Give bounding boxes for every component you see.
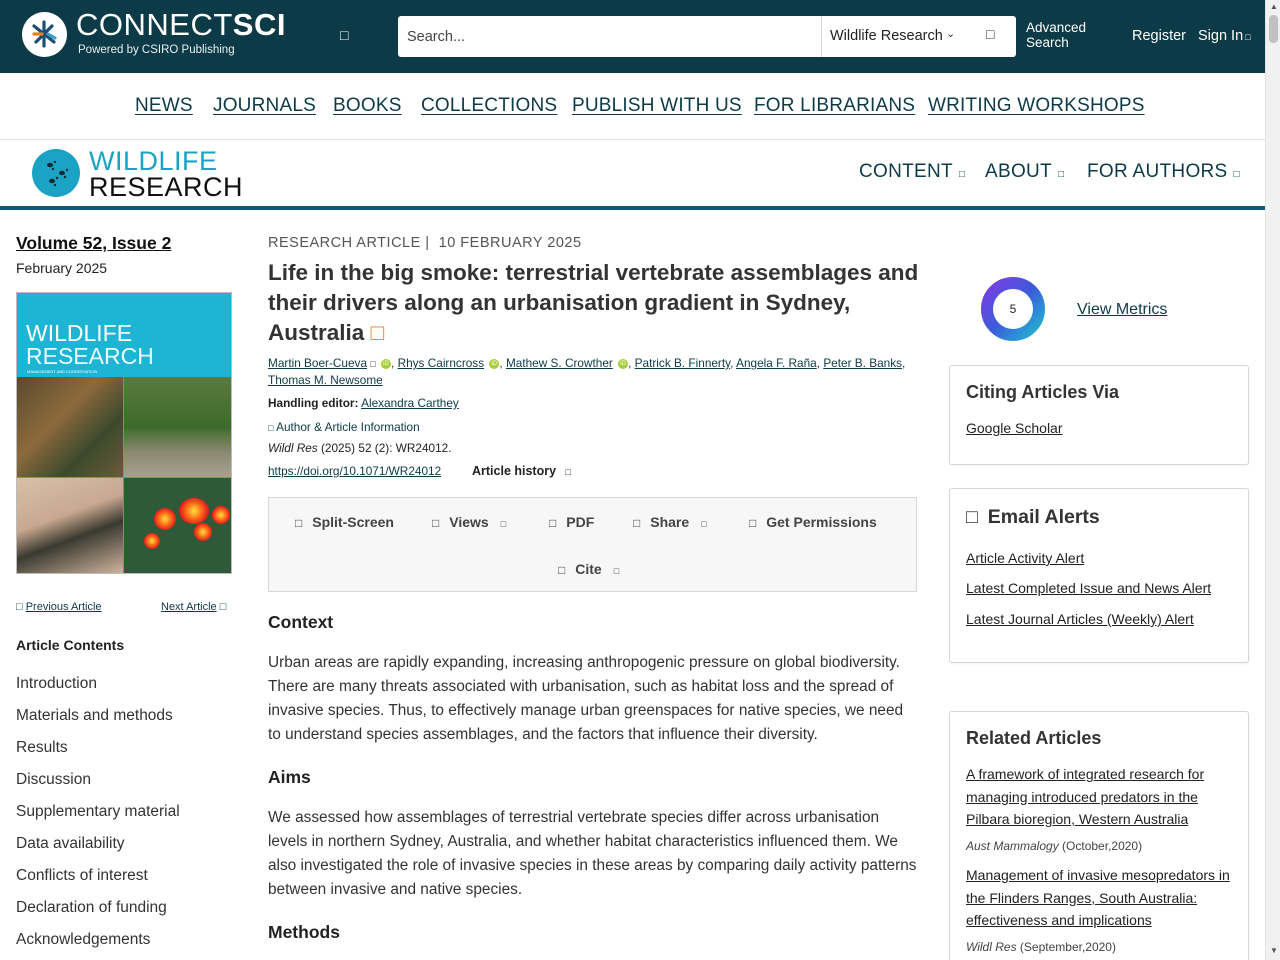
chevron-down-icon: □ [565,467,571,477]
author-link[interactable]: Rhys Cairncross [397,356,485,370]
altmetric-score: 5 [1009,302,1017,316]
toc-supplementary-material[interactable]: Supplementary material [16,803,180,820]
journal-title-line2[interactable]: RESEARCH [89,172,244,202]
pdf-button[interactable] [549,514,594,530]
cover-title-line1: WILDLIFE [26,320,133,346]
abstract-aims-text: We assessed how assemblages of terrestrial vertebrate species differ across urbanisation levels in northern Sydney, Australia, and whether habitat characteristics influenced them. We also investigated the role of invasive species in these areas by comparing daily activity patterns between invasive and native species. [268,809,917,898]
chevron-down-icon[interactable]: ⌄ [946,28,956,40]
related-articles-heading: Related Articles [966,728,1102,748]
next-article-link[interactable] [161,601,226,613]
author-info-label: Author & Article Information [276,420,420,434]
article-toolbar [268,497,917,592]
scroll-down-arrow-icon[interactable]: ▼ [1270,946,1278,955]
views-icon: □ [432,516,440,530]
bell-icon: □ [966,506,978,528]
permissions-icon: □ [749,516,757,530]
toc-introduction[interactable]: Introduction [16,675,97,692]
author-list: Martin Boer-Cueva □ iD , Rhys Cairncross iD , Mathew S. Crowther iD , Patrick B. Finnerty, Angela F. Raña, Peter B. Banks, Thomas M. Newsome [268,356,906,387]
separator: | [420,235,439,251]
orcid-icon[interactable]: iD [381,359,391,369]
related-article-date: (September,2020) [1019,940,1116,954]
toc-conflicts-of-interest[interactable]: Conflicts of interest [16,867,148,884]
search-bar [398,16,1016,57]
article-activity-alert-link[interactable]: Article Activity Alert [966,550,1085,566]
article-date: 10 FEBRUARY 2025 [438,235,582,251]
author-link[interactable]: Martin Boer-Cueva [268,356,368,370]
page-scrollbar[interactable] [1265,0,1280,960]
toc-acknowledgements[interactable]: Acknowledgements [16,931,151,948]
journal-abbreviation: Wildl Res [268,441,318,455]
paw-prints-logo-icon[interactable] [32,149,80,197]
related-article-journal: Wildl Res [966,940,1017,954]
cover-subtitle: MANAGEMENT AND CONSERVATION [27,369,98,374]
latest-issue-alert-link[interactable]: Latest Completed Issue and News Alert [966,580,1212,596]
chevron-down-icon: □ [1233,169,1240,180]
chevron-down-icon: □ [613,566,620,576]
toc-data-availability[interactable]: Data availability [16,835,125,852]
scroll-thumb[interactable] [1269,15,1278,43]
related-article-journal: Aust Mammalogy [966,839,1059,853]
journal-nav-for-authors-label: FOR AUTHORS [1087,161,1228,182]
citing-articles-box [949,365,1249,465]
cite-button[interactable] [558,561,619,577]
doi-link[interactable]: https://doi.org/10.1071/WR24012 [268,464,442,478]
scroll-up-arrow-icon[interactable]: ▲ [1270,2,1278,11]
article-title-text: Life in the big smoke: terrestrial vertebrate assemblages and their drivers along an urbanisation gradient in Sydney, Australia [268,260,919,345]
article-citation [268,441,452,455]
orcid-icon[interactable]: iD [618,359,628,369]
previous-article-label: Previous Article [25,601,102,613]
connectsci-logo-icon[interactable] [22,12,67,57]
chevron-down-icon: □ [1057,169,1065,180]
related-article-meta [966,940,1116,954]
cover-photo-turtle [17,478,123,574]
next-article-label: Next Article [161,601,217,613]
related-article-meta [966,839,1142,853]
journal-nav-content-label: CONTENT [859,161,953,182]
search-scope-select[interactable]: Wildlife Research [830,28,943,44]
split-screen-label: Split-Screen [312,514,394,530]
related-article-date: (October,2020) [1062,839,1143,853]
journal-header [0,141,1265,210]
article-type-and-date [268,235,582,251]
cite-icon: □ [558,563,566,577]
search-input[interactable] [398,16,821,57]
author-link[interactable]: Peter B. Banks [823,356,902,370]
abstract-methods-heading: Methods [268,922,340,942]
related-article-link[interactable]: Management of invasive mesopredators in the Flinders Ranges, South Australia: effectiveness and implications [966,867,1230,928]
abstract-context-text: Urban areas are rapidly expanding, increasing anthropogenic pressure on global biodiversity. There are many threats associated with urbanisation, such as habitat loss and the spread of invasive species. Thus, to effectively manage urban greenspaces for native species, we need to understand species assemblages, and the factors that influence their diversity. [268,654,904,743]
handling-editor-label: Handling editor: [268,396,359,410]
article-type: RESEARCH ARTICLE [268,235,421,251]
split-screen-icon: □ [295,516,303,530]
email-icon[interactable]: □ [370,359,376,369]
pdf-label: PDF [566,514,595,530]
latest-articles-alert-link[interactable]: Latest Journal Articles (Weekly) Alert [966,611,1194,627]
author-info-toggle[interactable] [268,420,420,434]
cite-label: Cite [575,561,602,577]
article-history-label: Article history [472,464,557,478]
article-history-toggle[interactable] [472,464,571,478]
cover-photo-animals [17,377,123,477]
journal-nav-about[interactable] [985,161,1064,183]
article-contents-heading: Article Contents [16,637,125,653]
get-permissions-button[interactable] [749,514,877,530]
toc-materials-and-methods[interactable]: Materials and methods [16,707,173,724]
toc-results[interactable]: Results [16,739,68,756]
search-icon[interactable]: □ [986,26,995,42]
email-alerts-heading-text: Email Alerts [987,506,1100,528]
issue-date: February 2025 [16,260,108,276]
menu-icon[interactable]: □ [340,27,349,43]
chevron-down-icon: □ [500,519,507,529]
author-link[interactable]: Patrick B. Finnerty [634,356,731,370]
connectsci-logo-text[interactable]: CONNECTSCI [76,7,286,42]
author-link[interactable]: Angela F. Raña [736,356,817,370]
sign-in-link[interactable] [1198,28,1251,44]
nav-news[interactable]: NEWS [135,95,193,116]
abstract-aims-heading: Aims [268,767,311,787]
citing-articles-heading: Citing Articles Via [966,382,1120,402]
related-articles-box [949,711,1249,960]
share-button[interactable] [633,514,707,530]
email-alerts-box [949,488,1249,663]
citation-details: (2025) 52 (2): WR24012. [321,441,452,455]
chevron-left-icon: □ [16,601,23,613]
journal-nav-content[interactable] [859,161,965,183]
email-alerts-heading [966,506,1100,529]
open-access-icon: □ [370,320,385,345]
toc-declaration-of-funding[interactable]: Declaration of funding [16,899,167,916]
handling-editor [268,396,459,410]
get-permissions-label: Get Permissions [766,514,877,530]
search-divider [821,16,822,57]
journal-nav-about-label: ABOUT [985,161,1052,182]
split-screen-button[interactable] [295,514,394,530]
article-title [268,258,923,348]
share-label: Share [650,514,690,530]
issue-volume-link[interactable]: Volume 52, Issue 2 [16,233,172,253]
user-icon: □ [1245,32,1251,42]
advanced-search-link[interactable]: Advanced Search [1026,20,1087,50]
top-header [0,0,1265,73]
cover-photo-heatmap [124,478,232,574]
primary-nav [0,73,1265,140]
author-link[interactable]: Mathew S. Crowther [505,356,613,370]
previous-article-link[interactable] [16,601,102,613]
nav-publish-with-us[interactable]: PUBLISH WITH US [572,95,742,116]
orcid-icon[interactable]: iD [489,359,499,369]
google-scholar-link[interactable]: Google Scholar [966,420,1063,436]
chevron-down-icon: □ [958,169,966,180]
related-article-link[interactable]: A framework of integrated research for managing introduced predators in the Pilbara bioregion, Western Australia [966,766,1205,827]
view-metrics-link[interactable]: View Metrics [1077,301,1168,318]
nav-books[interactable]: BOOKS [333,95,402,116]
views-button[interactable] [432,514,506,530]
plus-icon: □ [268,423,274,433]
nav-for-librarians[interactable]: FOR LIBRARIANS [754,95,916,116]
chevron-down-icon: □ [701,519,707,529]
toc-discussion[interactable]: Discussion [16,771,91,788]
nav-collections[interactable]: COLLECTIONS [421,95,558,116]
pdf-icon: □ [549,516,557,530]
connectsci-tagline: Powered by CSIRO Publishing [78,44,235,56]
chevron-right-icon: □ [219,601,227,613]
altmetric-donut[interactable] [980,276,1046,342]
register-link[interactable]: Register [1132,28,1186,44]
handling-editor-link[interactable]: Alexandra Carthey [361,396,459,410]
abstract-context-heading: Context [268,612,334,632]
sign-in-label: Sign In [1198,28,1244,44]
nav-writing-workshops[interactable]: WRITING WORKSHOPS [928,95,1145,116]
cover-title-line2: RESEARCH [26,343,154,369]
journal-nav-for-authors[interactable] [1087,161,1240,183]
issue-cover-image[interactable] [16,292,232,574]
cover-photo-deer [124,377,232,477]
journal-title-line1[interactable]: WILDLIFE [89,146,218,176]
views-label: Views [449,514,489,530]
share-icon: □ [633,516,641,530]
author-link[interactable]: Thomas M. Newsome [268,372,383,387]
nav-journals[interactable]: JOURNALS [213,95,316,116]
